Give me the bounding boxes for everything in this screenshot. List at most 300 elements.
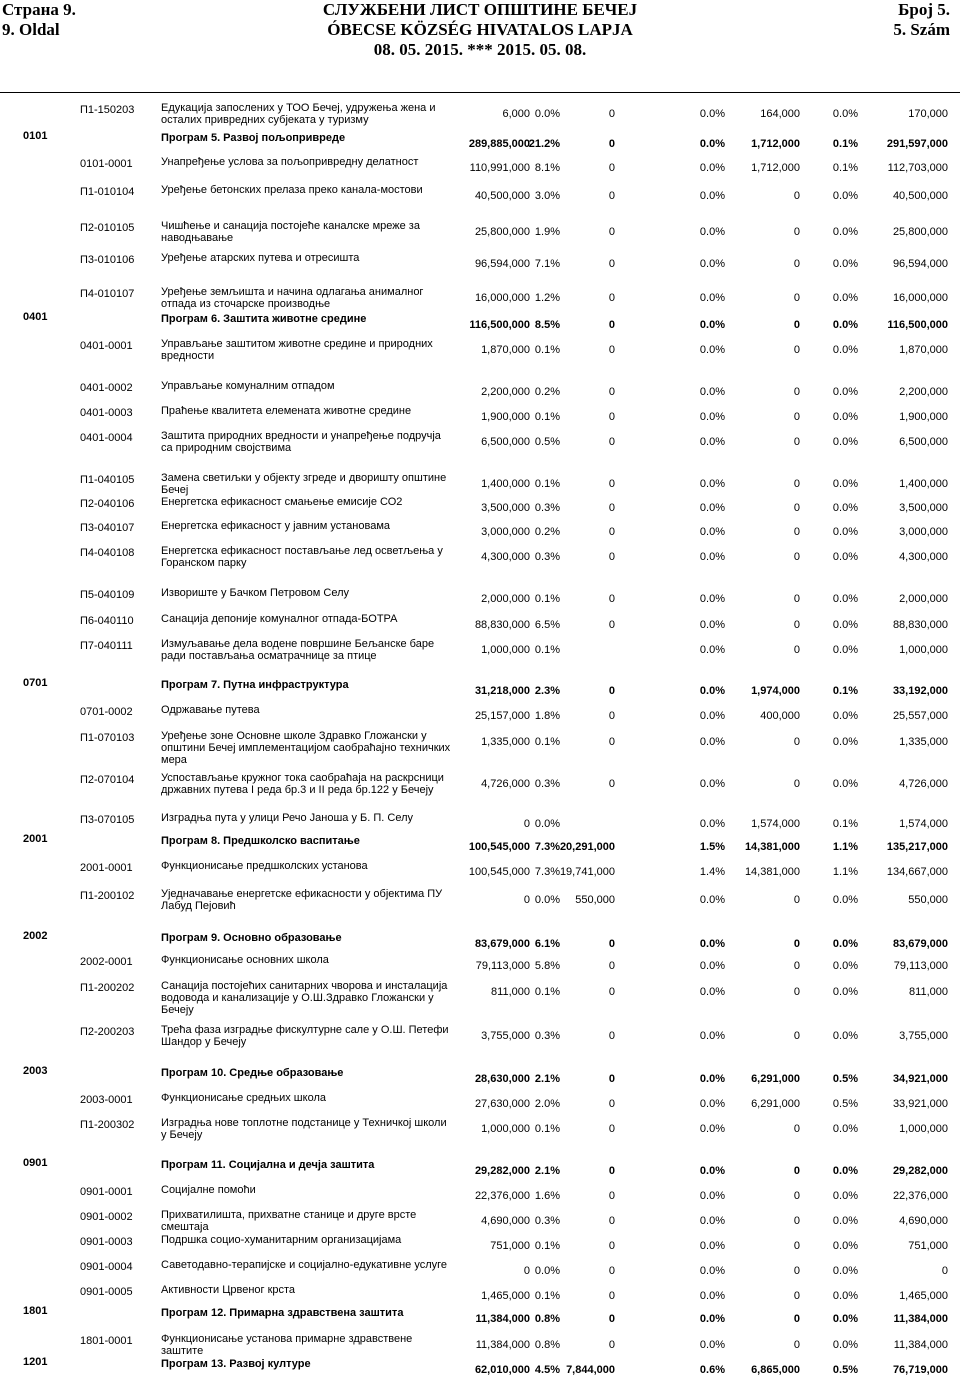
activity-code: П2-040106 <box>80 498 135 510</box>
page-header <box>0 0 960 60</box>
amount-source-1: 1,000,000 <box>481 644 530 656</box>
activity-code: 0901-0002 <box>80 1211 133 1223</box>
row-description: Програм 11. Социјална и дечја заштита <box>161 1159 375 1171</box>
amount-source-2: 0 <box>608 138 615 150</box>
amount-source-1: 25,157,000 <box>474 710 530 722</box>
share-source-1: 1.9% <box>534 226 560 238</box>
share-source-1: 1.8% <box>534 710 560 722</box>
amount-total: 811,000 <box>909 986 948 998</box>
activity-code: П1-070103 <box>80 732 135 744</box>
amount-source-2: 0 <box>608 736 615 748</box>
share-source-1: 0.1% <box>534 1240 560 1252</box>
row-description: Заштита природних вредности и унапређење подручја са природним својствима <box>161 430 441 454</box>
share-source-1: 7.3% <box>534 841 560 853</box>
activity-code: 0401-0003 <box>80 407 133 419</box>
share-source-1: 21.2% <box>528 138 560 150</box>
amount-source-2: 0 <box>608 1098 615 1110</box>
share-source-2: 0.0% <box>699 1098 725 1110</box>
share-source-3: 0.0% <box>832 478 858 490</box>
share-source-3: 0.0% <box>832 258 858 270</box>
amount-source-3: 0 <box>793 1240 800 1252</box>
amount-source-1: 29,282,000 <box>474 1165 530 1177</box>
program-code: 0901 <box>23 1157 48 1169</box>
share-source-2: 0.0% <box>699 1165 725 1177</box>
share-source-1: 0.3% <box>534 1030 560 1042</box>
activity-code: П1-150203 <box>80 104 135 116</box>
row-description: Праћење квалитета елемената животне средине <box>161 405 412 417</box>
amount-total: 11,384,000 <box>893 1339 948 1351</box>
row-description: Трећа фаза изградње фискултурне сале у О.Ш. Петефи Шандор у Бечеју <box>161 1024 449 1048</box>
amount-total: 1,900,000 <box>899 411 948 423</box>
share-source-2: 0.0% <box>699 1030 725 1042</box>
share-source-2: 0.0% <box>699 386 725 398</box>
share-source-1: 0.1% <box>534 478 560 490</box>
amount-total: 79,113,000 <box>893 960 948 972</box>
share-source-2: 0.0% <box>699 894 725 906</box>
share-source-3: 0.0% <box>832 108 858 120</box>
share-source-3: 0.0% <box>832 619 858 631</box>
amount-source-3: 0 <box>793 644 800 656</box>
share-source-1: 0.8% <box>534 1313 560 1325</box>
activity-code: П1-010104 <box>80 186 135 198</box>
share-source-3: 0.0% <box>832 551 858 563</box>
row-description: Енергетска ефикасност у јавним установама <box>161 520 391 532</box>
share-source-1: 1.6% <box>534 1190 560 1202</box>
share-source-3: 0.5% <box>832 1098 858 1110</box>
amount-source-2: 20,291,000 <box>559 841 615 853</box>
share-source-2: 0.0% <box>699 1313 725 1325</box>
issue-number-block <box>893 0 950 40</box>
amount-total: 1,400,000 <box>899 478 948 490</box>
amount-source-2: 0 <box>608 778 615 790</box>
share-source-2: 0.0% <box>699 138 725 150</box>
amount-total: 3,000,000 <box>899 526 948 538</box>
amount-source-1: 3,500,000 <box>481 502 530 514</box>
program-code: 2002 <box>23 930 48 942</box>
share-source-2: 0.0% <box>699 1215 725 1227</box>
share-source-3: 1.1% <box>832 866 858 878</box>
amount-total: 6,500,000 <box>899 436 948 448</box>
amount-source-1: 1,335,000 <box>481 736 530 748</box>
share-source-1: 5.8% <box>534 960 560 972</box>
share-source-2: 0.0% <box>699 411 725 423</box>
share-source-3: 0.0% <box>832 190 858 202</box>
share-source-3: 0.0% <box>832 502 858 514</box>
amount-source-2: 0 <box>608 1290 615 1302</box>
amount-source-3: 0 <box>793 258 800 270</box>
amount-total: 29,282,000 <box>892 1165 948 1177</box>
activity-code: П3-070105 <box>80 814 135 826</box>
share-source-1: 0.0% <box>534 894 560 906</box>
amount-source-3: 0 <box>793 894 800 906</box>
amount-source-1: 3,000,000 <box>481 526 530 538</box>
program-code: 1201 <box>23 1356 48 1368</box>
share-source-1: 2.1% <box>534 1165 560 1177</box>
activity-code: П4-010107 <box>80 288 135 300</box>
activity-code: 0901-0005 <box>80 1286 133 1298</box>
amount-source-3: 0 <box>793 386 800 398</box>
program-code: 1801 <box>23 1305 48 1317</box>
activity-code: 2001-0001 <box>80 862 133 874</box>
row-description: Едукација запослених у ТОО Бечеј, удружења жена и осталих привредних субјеката у туризму <box>161 102 436 126</box>
share-source-3: 0.0% <box>832 319 858 331</box>
row-description: Подршка социо-хуманитарним организацијама <box>161 1234 402 1246</box>
share-source-2: 0.0% <box>699 1339 725 1351</box>
share-source-1: 2.0% <box>534 1098 560 1110</box>
amount-source-1: 811,000 <box>491 986 530 998</box>
activity-code: П1-200202 <box>80 982 135 994</box>
program-code: 0701 <box>23 677 48 689</box>
row-description: Измуљавање дела водене површине Бељанске баре ради постављања осматрачнице за птице <box>161 638 435 662</box>
amount-source-3: 0 <box>793 1190 800 1202</box>
amount-source-2: 0 <box>608 1165 615 1177</box>
share-source-2: 0.0% <box>699 1265 725 1277</box>
row-description: Програм 10. Средње образовање <box>161 1067 344 1079</box>
row-description: Уређење земљишта и начина одлагања анималног отпада из сточарске производње <box>161 286 424 310</box>
row-description: Програм 5. Развој пољопривреде <box>161 132 346 144</box>
amount-total: 2,200,000 <box>899 386 948 398</box>
amount-total: 33,192,000 <box>892 685 948 697</box>
share-source-3: 0.0% <box>832 411 858 423</box>
share-source-3: 0.0% <box>832 226 858 238</box>
amount-source-3: 0 <box>793 411 800 423</box>
amount-source-2: 0 <box>608 1215 615 1227</box>
gazette-title-sr: СЛУЖБЕНИ ЛИСТ ОПШТИНЕ БЕЧЕЈ <box>322 0 638 19</box>
program-code: 2001 <box>23 833 48 845</box>
amount-total: 3,755,000 <box>899 1030 948 1042</box>
amount-source-2: 0 <box>608 436 615 448</box>
amount-source-2: 0 <box>608 1190 615 1202</box>
amount-source-3: 0 <box>793 292 800 304</box>
share-source-3: 0.0% <box>832 710 858 722</box>
share-source-3: 0.0% <box>832 344 858 356</box>
amount-source-1: 1,465,000 <box>481 1290 530 1302</box>
share-source-2: 0.0% <box>699 818 725 830</box>
amount-total: 96,594,000 <box>892 258 948 270</box>
amount-source-2: 0 <box>608 1265 615 1277</box>
amount-total: 550,000 <box>908 894 948 906</box>
amount-source-3: 0 <box>793 344 800 356</box>
amount-source-2: 0 <box>608 1123 615 1135</box>
amount-source-2: 0 <box>608 593 615 605</box>
share-source-1: 0.1% <box>534 644 560 656</box>
share-source-2: 0.0% <box>699 226 725 238</box>
amount-source-3: 0 <box>793 502 800 514</box>
row-description: Прихватилишта, прихватне станице и друге врсте смештаја <box>161 1209 417 1233</box>
row-description: Енергетска ефикасност постављање лед осветљења у Горанском парку <box>161 545 443 569</box>
share-source-3: 0.0% <box>832 1215 858 1227</box>
amount-total: 4,726,000 <box>899 778 948 790</box>
share-source-3: 1.1% <box>832 841 858 853</box>
amount-source-3: 0 <box>793 1290 800 1302</box>
amount-source-1: 1,870,000 <box>481 344 530 356</box>
share-source-1: 6.1% <box>534 938 560 950</box>
activity-code: 0101-0001 <box>80 158 133 170</box>
amount-source-2: 19,741,000 <box>559 866 615 878</box>
amount-total: 116,500,000 <box>887 319 948 331</box>
share-source-1: 0.1% <box>534 344 560 356</box>
amount-source-1: 3,755,000 <box>481 1030 530 1042</box>
share-source-3: 0.0% <box>832 938 858 950</box>
amount-source-2: 7,844,000 <box>566 1364 615 1376</box>
amount-source-3: 0 <box>793 1215 800 1227</box>
amount-total: 1,574,000 <box>899 818 948 830</box>
amount-source-2: 0 <box>608 1339 615 1351</box>
amount-source-2: 0 <box>608 619 615 631</box>
row-description: Одржавање путева <box>161 704 260 716</box>
share-source-3: 0.0% <box>832 386 858 398</box>
header-divider <box>0 92 960 93</box>
row-description: Уређење зоне Основне школе Здравко Гложански у општини Бечеј имплементацијом саобраћајно техничких мера <box>161 730 451 766</box>
amount-source-2: 0 <box>608 526 615 538</box>
amount-source-1: 88,830,000 <box>474 619 530 631</box>
amount-source-2: 0 <box>608 502 615 514</box>
amount-source-1: 28,630,000 <box>474 1073 530 1085</box>
share-source-1: 0.3% <box>534 502 560 514</box>
amount-source-2: 0 <box>608 938 615 950</box>
amount-source-2: 0 <box>608 551 615 563</box>
amount-source-1: 4,726,000 <box>481 778 530 790</box>
share-source-2: 0.0% <box>699 644 725 656</box>
page-number-sr: Страна 9. <box>2 0 76 19</box>
amount-source-3: 0 <box>793 960 800 972</box>
share-source-1: 7.3% <box>534 866 560 878</box>
row-description: Функционисање основних школа <box>161 954 329 966</box>
share-source-1: 8.5% <box>534 319 560 331</box>
share-source-2: 0.0% <box>699 190 725 202</box>
share-source-3: 0.0% <box>832 292 858 304</box>
share-source-1: 0.3% <box>534 551 560 563</box>
amount-source-1: 116,500,000 <box>469 319 530 331</box>
share-source-3: 0.0% <box>832 778 858 790</box>
amount-source-2: 0 <box>608 1073 615 1085</box>
amount-source-1: 27,630,000 <box>474 1098 530 1110</box>
amount-source-2: 0 <box>608 1240 615 1252</box>
amount-source-1: 25,800,000 <box>474 226 530 238</box>
amount-source-2: 0 <box>608 108 615 120</box>
amount-source-1: 0 <box>523 818 530 830</box>
row-description: Уређење бетонских прелаза преко канала-мостови <box>161 184 423 196</box>
row-description: Изградња нове топлотне подстанице у Техничкој школи у Бечеју <box>161 1117 447 1141</box>
amount-source-3: 0 <box>793 1165 800 1177</box>
amount-source-3: 1,712,000 <box>751 162 800 174</box>
share-source-2: 0.0% <box>699 502 725 514</box>
amount-source-1: 79,113,000 <box>475 960 530 972</box>
row-description: Програм 7. Путна инфраструктура <box>161 679 349 691</box>
amount-total: 135,217,000 <box>886 841 948 853</box>
amount-total: 1,870,000 <box>899 344 948 356</box>
amount-source-1: 96,594,000 <box>474 258 530 270</box>
amount-source-1: 751,000 <box>490 1240 530 1252</box>
share-source-2: 0.0% <box>699 319 725 331</box>
activity-code: П2-200203 <box>80 1026 135 1038</box>
amount-source-3: 0 <box>793 986 800 998</box>
amount-total: 4,690,000 <box>899 1215 948 1227</box>
amount-total: 751,000 <box>908 1240 948 1252</box>
amount-total: 291,597,000 <box>886 138 948 150</box>
amount-source-2: 0 <box>608 226 615 238</box>
gazette-title-block <box>0 0 960 60</box>
amount-total: 170,000 <box>908 108 948 120</box>
share-source-2: 0.0% <box>699 778 725 790</box>
row-description: Унапређење услова за пољопривредну делатност <box>161 156 419 168</box>
activity-code: П1-200302 <box>80 1119 135 1131</box>
amount-source-1: 0 <box>523 894 530 906</box>
amount-source-3: 0 <box>793 1313 800 1325</box>
amount-source-2: 0 <box>608 478 615 490</box>
row-description: Уједначавање енергетске ефикасности у објектима ПУ Лабуд Пејовић <box>161 888 443 912</box>
amount-source-2: 0 <box>608 319 615 331</box>
activity-code: 1801-0001 <box>80 1335 133 1347</box>
amount-source-3: 0 <box>793 1339 800 1351</box>
amount-source-2: 0 <box>608 986 615 998</box>
share-source-2: 0.0% <box>699 1240 725 1252</box>
share-source-3: 0.0% <box>832 1123 858 1135</box>
share-source-2: 0.0% <box>699 1290 725 1302</box>
share-source-2: 0.0% <box>699 478 725 490</box>
amount-total: 33,921,000 <box>892 1098 948 1110</box>
activity-code: 0901-0001 <box>80 1186 133 1198</box>
amount-source-1: 2,200,000 <box>481 386 530 398</box>
share-source-2: 0.0% <box>699 436 725 448</box>
row-description: Извориште у Бачком Петровом Селу <box>161 587 350 599</box>
share-source-1: 0.3% <box>534 778 560 790</box>
share-source-1: 0.0% <box>534 108 560 120</box>
share-source-2: 0.0% <box>699 258 725 270</box>
activity-code: 0401-0001 <box>80 340 133 352</box>
row-description: Саветодавно-терапијске и социјално-едукативне услуге <box>161 1259 448 1271</box>
share-source-2: 0.0% <box>699 986 725 998</box>
page-number-hu: 9. Oldal <box>2 20 60 39</box>
share-source-3: 0.0% <box>832 1190 858 1202</box>
activity-code: 2003-0001 <box>80 1094 133 1106</box>
gazette-title-hu: ÓBECSE KÖZSÉG HIVATALOS LAPJA <box>327 20 633 39</box>
amount-source-2: 0 <box>608 258 615 270</box>
amount-total: 1,465,000 <box>899 1290 948 1302</box>
activity-code: 2002-0001 <box>80 956 133 968</box>
share-source-1: 0.1% <box>534 593 560 605</box>
share-source-1: 0.0% <box>534 1265 560 1277</box>
share-source-3: 0.0% <box>832 894 858 906</box>
amount-source-1: 0 <box>523 1265 530 1277</box>
share-source-1: 0.2% <box>534 526 560 538</box>
amount-source-3: 0 <box>793 593 800 605</box>
amount-total: 134,667,000 <box>886 866 948 878</box>
share-source-2: 1.5% <box>699 841 725 853</box>
amount-source-1: 31,218,000 <box>474 685 530 697</box>
share-source-3: 0.0% <box>832 644 858 656</box>
activity-code: П3-040107 <box>80 522 135 534</box>
share-source-2: 0.0% <box>699 344 725 356</box>
amount-source-1: 62,010,000 <box>474 1364 530 1376</box>
share-source-3: 0.1% <box>832 162 858 174</box>
amount-source-1: 1,000,000 <box>481 1123 530 1135</box>
activity-code: П5-040109 <box>80 589 135 601</box>
amount-source-3: 0 <box>793 226 800 238</box>
amount-source-3: 164,000 <box>760 108 800 120</box>
amount-total: 2,000,000 <box>899 593 948 605</box>
share-source-3: 0.0% <box>832 1165 858 1177</box>
amount-source-3: 6,865,000 <box>751 1364 800 1376</box>
activity-code: П1-200102 <box>80 890 135 902</box>
share-source-2: 0.6% <box>699 1364 725 1376</box>
amount-source-3: 0 <box>793 1265 800 1277</box>
share-source-2: 0.0% <box>699 736 725 748</box>
share-source-1: 6.5% <box>534 619 560 631</box>
gazette-date: 08. 05. 2015. *** 2015. 05. 08. <box>373 40 587 59</box>
share-source-2: 0.0% <box>699 593 725 605</box>
amount-source-3: 0 <box>793 436 800 448</box>
activity-code: П2-010105 <box>80 222 135 234</box>
issue-number-hu: 5. Szám <box>893 20 950 39</box>
share-source-3: 0.1% <box>832 685 858 697</box>
amount-total: 40,500,000 <box>892 190 948 202</box>
share-source-1: 3.0% <box>534 190 560 202</box>
row-description: Социјалне помоћи <box>161 1184 256 1196</box>
amount-source-3: 0 <box>793 526 800 538</box>
share-source-3: 0.0% <box>832 986 858 998</box>
amount-source-3: 0 <box>793 551 800 563</box>
row-description: Функционисање средњих школа <box>161 1092 326 1104</box>
amount-source-1: 2,000,000 <box>481 593 530 605</box>
row-description: Програм 6. Заштита животне средине <box>161 313 367 325</box>
amount-source-1: 110,991,000 <box>469 162 530 174</box>
amount-source-2: 0 <box>608 710 615 722</box>
share-source-2: 1.4% <box>699 866 725 878</box>
amount-total: 112,703,000 <box>887 162 948 174</box>
row-description: Програм 9. Основно образовање <box>161 932 342 944</box>
amount-source-3: 0 <box>793 778 800 790</box>
amount-source-1: 100,545,000 <box>468 866 530 878</box>
share-source-3: 0.0% <box>832 1240 858 1252</box>
amount-total: 83,679,000 <box>892 938 948 950</box>
amount-source-1: 4,300,000 <box>481 551 530 563</box>
amount-total: 3,500,000 <box>899 502 948 514</box>
amount-source-3: 0 <box>793 619 800 631</box>
share-source-1: 0.1% <box>534 736 560 748</box>
share-source-1: 0.1% <box>534 411 560 423</box>
share-source-3: 0.0% <box>832 1030 858 1042</box>
amount-source-1: 22,376,000 <box>474 1190 530 1202</box>
share-source-2: 0.0% <box>699 1123 725 1135</box>
amount-source-3: 1,712,000 <box>751 138 800 150</box>
share-source-1: 0.8% <box>534 1339 560 1351</box>
amount-source-3: 0 <box>793 1030 800 1042</box>
row-description: Изградња пута у улици Речо Јаноша у Б. П. Селу <box>161 812 413 824</box>
amount-source-1: 6,000 <box>502 108 530 120</box>
share-source-2: 0.0% <box>699 108 725 120</box>
amount-source-1: 83,679,000 <box>474 938 530 950</box>
activity-code: П3-010106 <box>80 254 135 266</box>
amount-source-3: 0 <box>793 736 800 748</box>
row-description: Успостављање кружног тока саобраћаја на раскрсници државних путева I реда бр.3 и II реда бр.122 у Бечеју <box>161 772 444 796</box>
amount-total: 25,800,000 <box>892 226 948 238</box>
amount-source-2: 0 <box>608 411 615 423</box>
row-description: Управљање заштитом животне средине и природних вредности <box>161 338 433 362</box>
share-source-3: 0.0% <box>832 526 858 538</box>
share-source-3: 0.5% <box>832 1073 858 1085</box>
share-source-2: 0.0% <box>699 938 725 950</box>
amount-total: 1,335,000 <box>899 736 948 748</box>
share-source-2: 0.0% <box>699 1073 725 1085</box>
amount-source-1: 100,545,000 <box>468 841 530 853</box>
row-description: Активности Црвеног крста <box>161 1284 296 1296</box>
amount-total: 0 <box>941 1265 948 1277</box>
row-description: Програм 13. Развој културе <box>161 1358 311 1370</box>
share-source-2: 0.0% <box>699 551 725 563</box>
share-source-1: 0.3% <box>534 1215 560 1227</box>
program-code: 2003 <box>23 1065 48 1077</box>
